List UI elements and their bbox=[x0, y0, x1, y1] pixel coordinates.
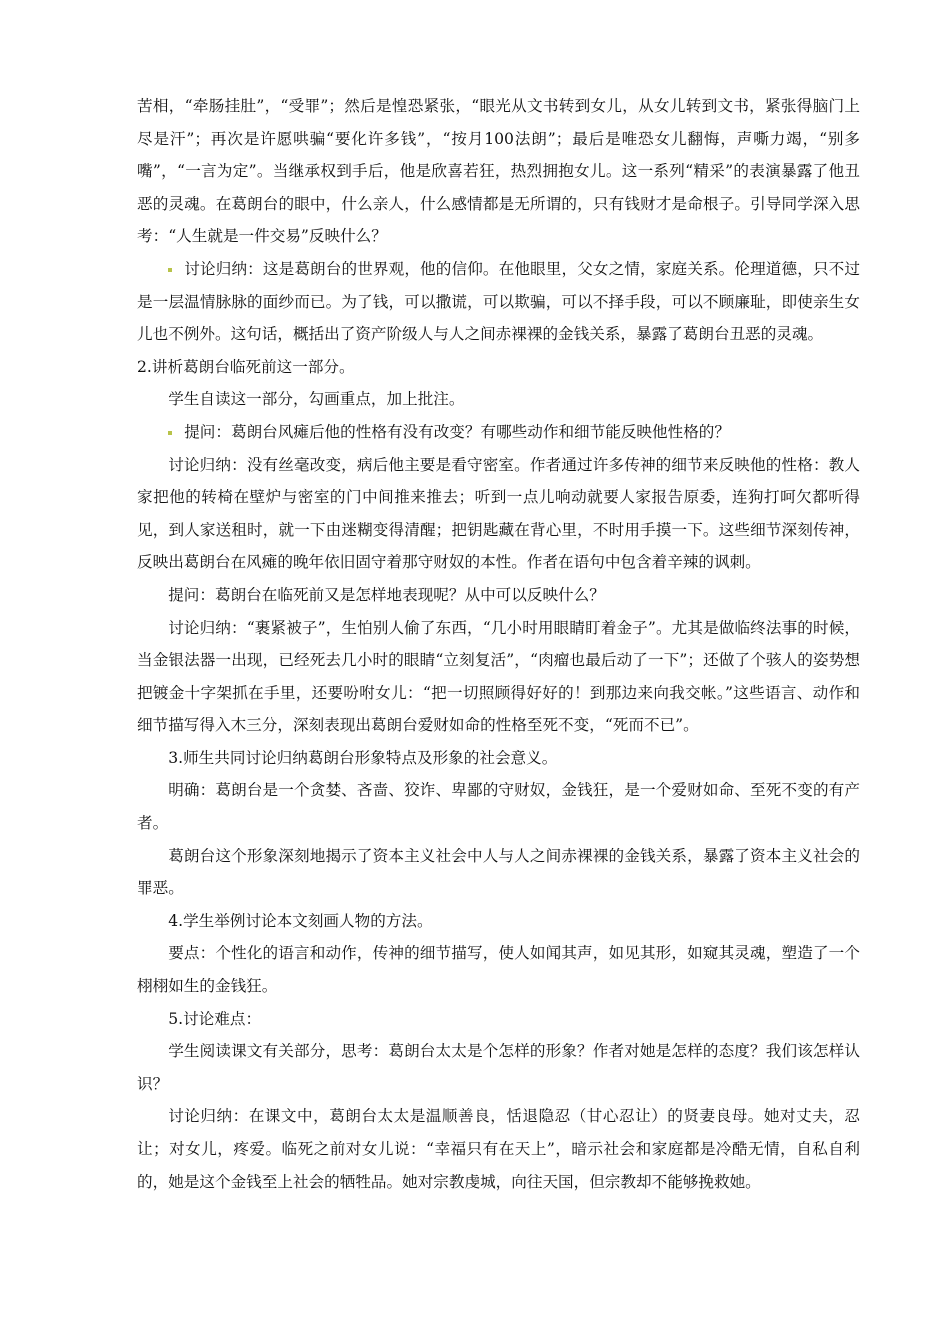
paragraph-2-text: 讨论归纳：这是葛朗台的世界观，他的信仰。在他眼里，父女之情，家庭关系。伦理道德，只不过是一层温情脉脉的面纱而已。为了钱，可以撒谎，可以欺骗，可以不择手段，可以不顾廉耻，即使亲生女儿也不例外。这句话，概括出了资产阶级人与人之间赤裸裸的金钱关系，暴露了葛朗台丑恶的灵魂。 bbox=[137, 259, 860, 344]
paragraph-8: 讨论归纳：“裹紧被子”，生怕别人偷了东西，“几小时用眼睛盯着金子”。尤其是做临终法事的时候，当金银法器一出现，已经死去几小时的眼睛“立刻复活”，“肉瘤也最后动了一下”；还做了个骇人的姿势想把镀金十字架抓在手里，还要吩咐女儿：“把一切照顾得好好的！到那边来向我交帐。”这些语言、动作和细节描写得入木三分，深刻表现出葛朗台爱财如命的性格至死不变，“死而不已”。 bbox=[137, 618, 860, 735]
paragraph-1: 苦相，“牵肠挂肚”，“受罪”；然后是惶恐紧张，“眼光从文书转到女儿，从女儿转到文书，紧张得脑门上尽是汗”；再次是许愿哄骗“要化许多钱”，“按月100法朗”；最后是唯恐女儿翻悔，声嘶力竭，“别多嘴”，“一言为定”。当继承权到手后，他是欣喜若狂，热烈拥抱女儿。这一系列“精采”的表演暴露了他丑恶的灵魂。在葛朗台的眼中，什么亲人，什么感情都是无所谓的，只有钱财才是命根子。引导同学深入思考：“人生就是一件交易”反映什么？ bbox=[137, 97, 860, 246]
paragraph-14: 5.讨论难点： bbox=[168, 1009, 262, 1028]
paragraph-2 bbox=[137, 253, 860, 351]
paragraph-12: 4.学生举例讨论本文刻画人物的方法。 bbox=[168, 911, 433, 930]
paragraph-9: 3.师生共同讨论归纳葛朗台形象特点及形象的社会意义。 bbox=[168, 748, 558, 767]
paragraph-10: 明确：葛朗台是一个贪婪、吝啬、狡诈、卑鄙的守财奴，金钱狂，是一个爱财如命、至死不变的有产者。 bbox=[137, 781, 860, 833]
paragraph-5 bbox=[137, 416, 860, 449]
paragraph-3: 2.讲析葛朗台临死前这一部分。 bbox=[137, 357, 355, 376]
bullet-dot-icon bbox=[168, 431, 172, 435]
paragraph-7: 提问：葛朗台在临死前又是怎样地表现呢？从中可以反映什么？ bbox=[168, 585, 605, 604]
paragraph-16: 讨论归纳：在课文中，葛朗台太太是温顺善良，恬退隐忍（甘心忍让）的贤妻良母。她对丈夫，忍让；对女儿，疼爱。临死之前对女儿说：“幸福只有在天上”，暗示社会和家庭都是冷酷无情，自私自利的，她是这个金钱至上社会的牺牲品。她对宗教虔城，向往天国，但宗教却不能够挽救她。 bbox=[137, 1107, 860, 1191]
paragraph-15: 学生阅读课文有关部分，思考：葛朗台太太是个怎样的形象？作者对她是怎样的态度？我们该怎样认识？ bbox=[137, 1042, 860, 1093]
paragraph-6: 讨论归纳：没有丝毫改变，病后他主要是看守密室。作者通过许多传神的细节来反映他的性格：教人家把他的转椅在壁炉与密室的门中间推来推去；听到一点儿响动就要人家报告原委，连狗打呵欠都听得见，到人家送租时，就一下由迷糊变得清醒；把钥匙藏在背心里，不时用手摸一下。这些细节深刻传神，反映出葛朗台在风瘫的晚年依旧固守着那守财奴的本性。作者在语句中包含着辛辣的讽刺。 bbox=[137, 455, 860, 572]
bullet-dot-icon bbox=[168, 268, 172, 272]
paragraph-11: 葛朗台这个形象深刻地揭示了资本主义社会中人与人之间赤裸裸的金钱关系，暴露了资本主义社会的罪恶。 bbox=[137, 846, 860, 898]
paragraph-4: 学生自读这一部分，勾画重点，加上批注。 bbox=[168, 390, 465, 409]
paragraph-5-text: 提问：葛朗台风瘫后他的性格有没有改变？有哪些动作和细节能反映他性格的？ bbox=[184, 422, 730, 441]
paragraph-13: 要点：个性化的语言和动作，传神的细节描写，使人如闻其声，如见其形，如窥其灵魂，塑造了一个栩栩如生的金钱狂。 bbox=[137, 944, 860, 996]
